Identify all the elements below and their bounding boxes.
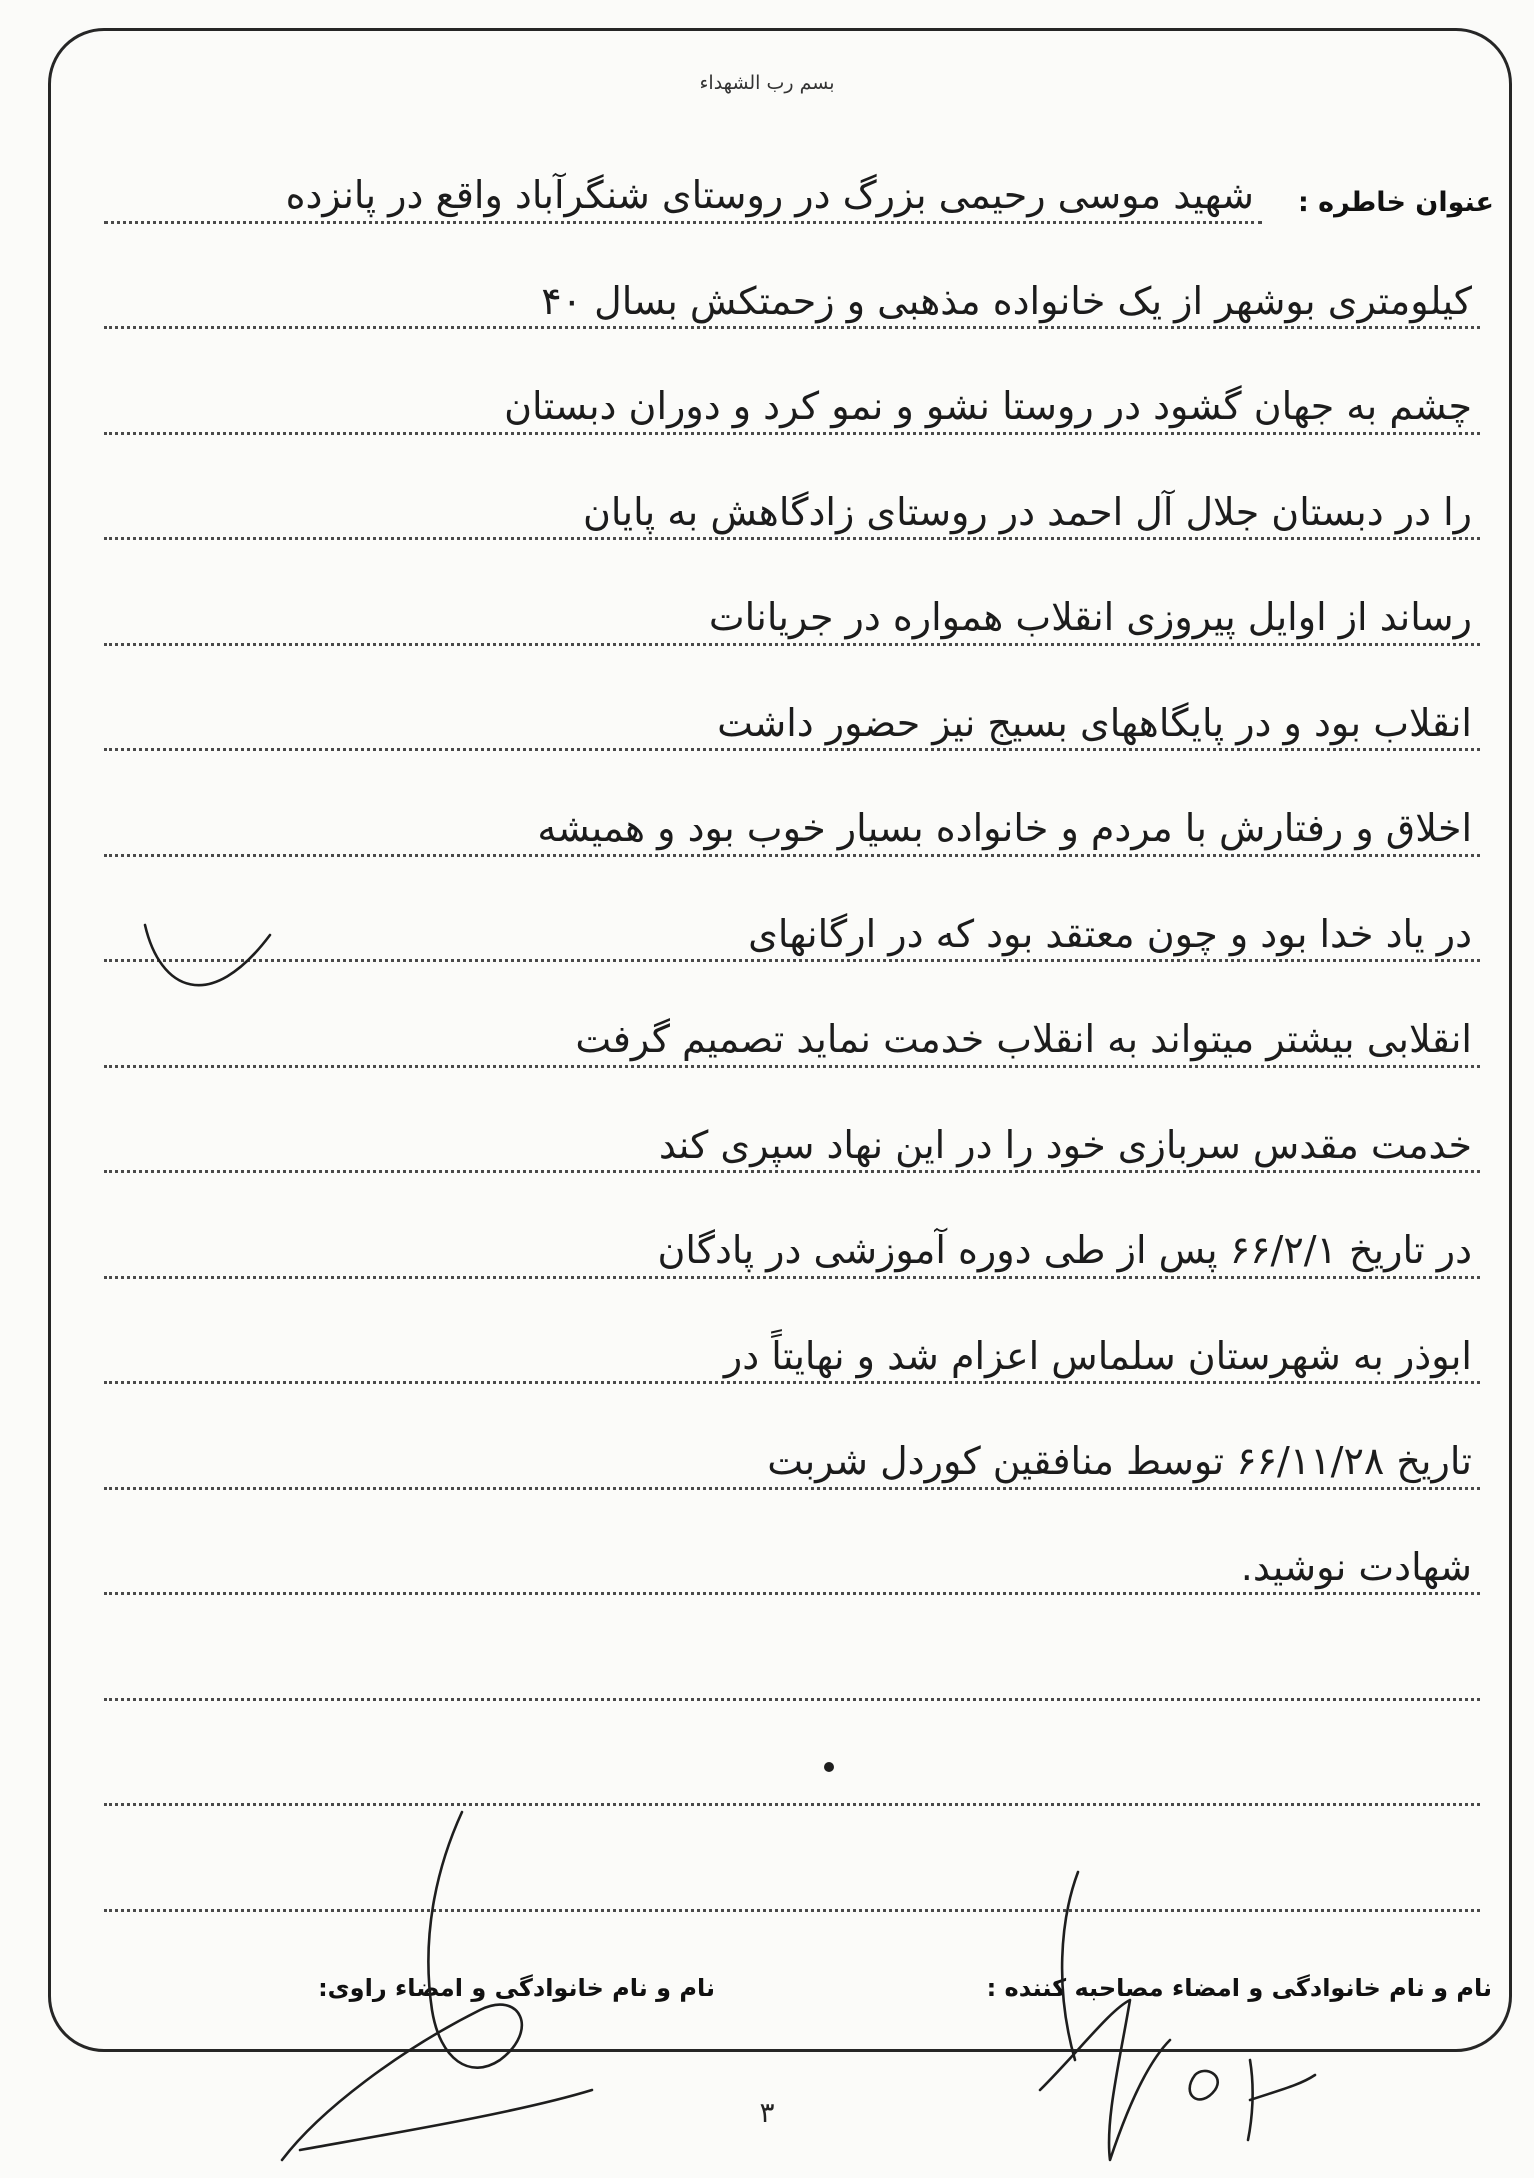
memory-line	[100, 540, 1494, 646]
page-header: بسم رب الشهداء	[699, 72, 835, 94]
handwritten-text: شهادت نوشید.	[1240, 1544, 1472, 1589]
handwritten-text: انقلاب بود و در پایگاههای بسیج نیز حضور داشت	[717, 700, 1472, 745]
memory-line	[100, 435, 1494, 541]
memory-line	[100, 962, 1494, 1068]
memory-line	[100, 1490, 1494, 1596]
page-number: ۳	[759, 2096, 775, 2129]
memory-line	[100, 1279, 1494, 1385]
memory-line-empty	[100, 1595, 1494, 1701]
handwritten-text: کیلومتری بوشهر از یک خانواده مذهبی و زحمتکش بسال ۴۰	[541, 278, 1472, 323]
memory-line	[100, 857, 1494, 963]
memory-line	[100, 1173, 1494, 1279]
memory-line-empty	[100, 1701, 1494, 1807]
memory-line-empty	[100, 1806, 1494, 1912]
handwritten-text: ابوذر به شهرستان سلماس اعزام شد و نهایتاً در	[723, 1333, 1472, 1378]
handwritten-text: خدمت مقدس سربازی خود را در این نهاد سپری کند	[658, 1122, 1472, 1167]
handwritten-text: انقلابی بیشتر میتواند به انقلاب خدمت نماید تصمیم گرفت	[575, 1017, 1472, 1061]
handwritten-text: رساند از اوایل پیروزی انقلاب همواره در جریانات	[708, 595, 1472, 639]
handwritten-text: شهید موسی رحیمی بزرگ در روستای شنگرآباد واقع در پانزده	[285, 173, 1254, 217]
handwritten-text: چشم به جهان گشود در روستا نشو و نمو کرد و دوران دبستان	[504, 384, 1472, 428]
memory-title-label: عنوان خاطره :	[1297, 186, 1494, 218]
handwritten-text: اخلاق و رفتارش با مردم و خانواده بسیار خوب بود و همیشه	[537, 806, 1472, 850]
narrator-signature-label: نام و نام خانوادگی و امضاء راوی:	[318, 1974, 715, 2002]
memory-line	[100, 118, 1494, 224]
memory-line	[100, 329, 1494, 435]
handwritten-text: تاریخ ۶۶/۱۱/۲۸ توسط منافقین کوردل شربت	[767, 1439, 1472, 1483]
handwritten-text: در یاد خدا بود و چون معتقد بود که در ارگانهای	[748, 911, 1472, 956]
handwritten-text: در تاریخ ۶۶/۲/۱ پس از طی دوره آموزشی در پادگان	[657, 1228, 1472, 1272]
dotted-line	[104, 1909, 1480, 1912]
memory-lines	[100, 118, 1494, 1912]
interviewer-signature-label: نام و نام خانوادگی و امضاء مصاحبه کننده :	[986, 1974, 1492, 2002]
handwritten-text: را در دبستان جلال آل احمد در روستای زادگاهش به پایان	[583, 489, 1472, 534]
memory-line	[100, 751, 1494, 857]
memory-line	[100, 1384, 1494, 1490]
memory-line	[100, 646, 1494, 752]
memory-line	[100, 224, 1494, 330]
memory-line	[100, 1068, 1494, 1174]
